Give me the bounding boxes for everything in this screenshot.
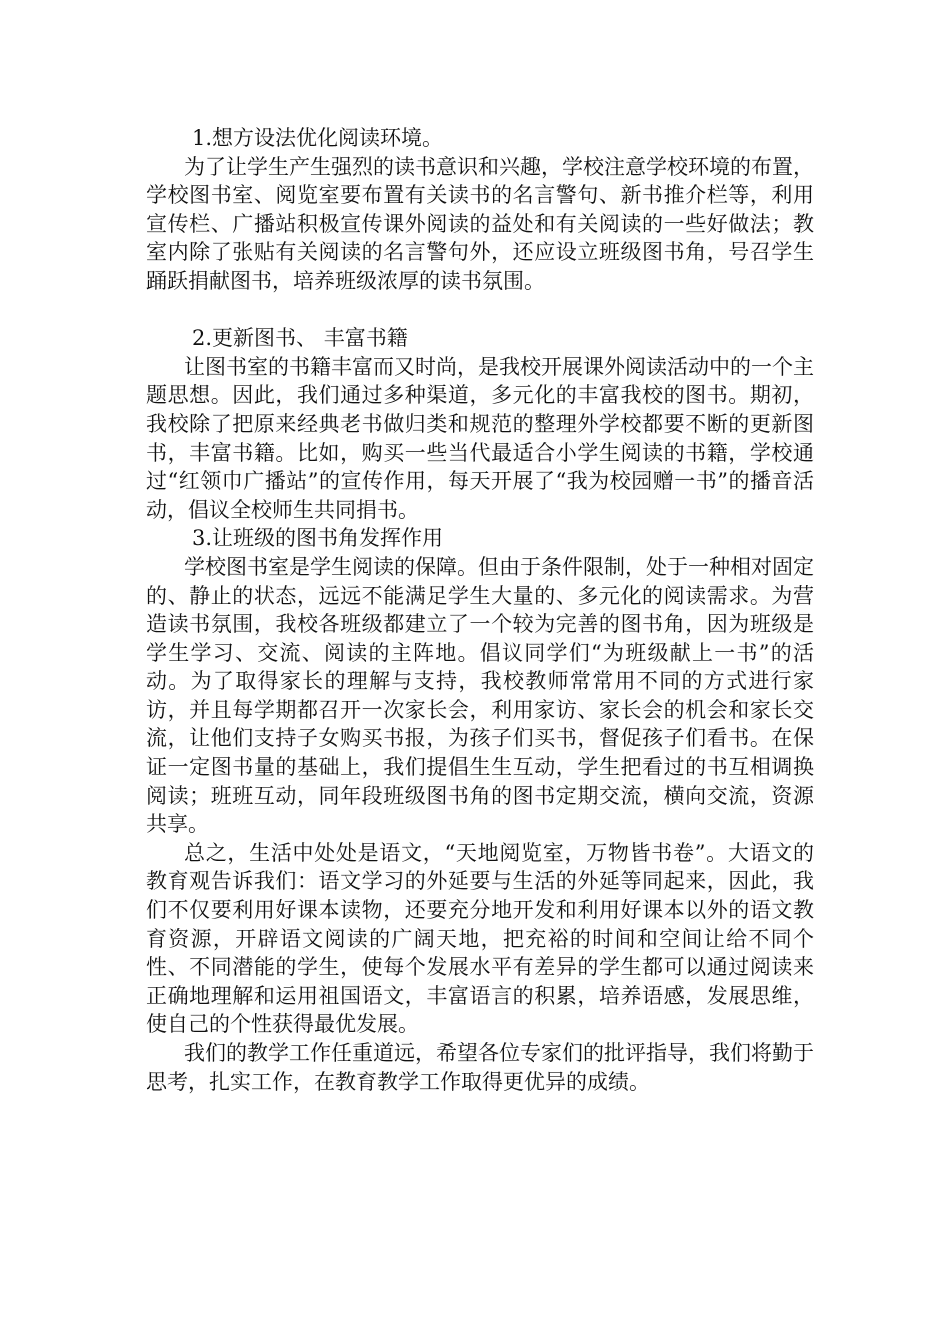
document-body <box>146 124 814 1096</box>
section-2-paragraph: 让图书室的书籍丰富而又时尚，是我校开展课外阅读活动中的一个主题思想。因此，我们通过多种渠道，多元化的丰富我校的图书。期初，我校除了把原来经典老书做归类和规范的整理外学校都要不断的更新图书，丰富书籍。比如，购买一些当代最适合小学生阅读的书籍，学校通过“红领巾广播站”的宣传作用，每天开展了“我为校园赠一书”的播音活动，倡议全校师生共同捐书。 <box>146 354 814 522</box>
closing-paragraph: 我们的教学工作任重道远，希望各位专家们的批评指导，我们将勤于思考，扎实工作，在教育教学工作取得更优异的成绩。 <box>146 1041 814 1094</box>
section-3-heading: 3.让班级的图书角发挥作用 <box>192 526 444 551</box>
section-3-paragraph: 学校图书室是学生阅读的保障。但由于条件限制，处于一种相对固定的、静止的状态，远远不能满足学生大量的、多元化的阅读需求。为营造读书氛围，我校各班级都建立了一个较为完善的图书角，因为班级是学生学习、交流、阅读的主阵地。倡议同学们“为班级献上一书”的活动。为了取得家长的理解与支持，我校教师常常用不同的方式进行家访，并且每学期都召开一次家长会，利用家访、家长会的机会和家长交流，让他们支持子女购买书报，为孩子们买书，督促孩子们看书。在保证一定图书量的基础上，我们提倡生生互动，学生把看过的书互相调换阅读；班班互动，同年段班级图书角的图书定期交流，横向交流，资源共享。 <box>146 554 814 837</box>
conclusion-paragraph: 总之，生活中处处是语文，“天地阅览室，万物皆书卷”。大语文的教育观告诉我们：语文学习的外延要与生活的外延等同起来，因此，我们不仅要利用好课本读物，还要充分地开发和利用好课本以外的语文教育资源，开辟语文阅读的广阔天地，把充裕的时间和空间让给不同个性、不同潜能的学生，使每个发展水平有差异的学生都可以通过阅读来正确地理解和运用祖国语文，丰富语言的积累，培养语感，发展思维，使自己的个性获得最优发展。 <box>146 840 814 1037</box>
section-1-heading: 1.想方设法优化阅读环境。 <box>192 126 444 150</box>
section-2-heading: 2.更新图书、 丰富书籍 <box>192 326 408 351</box>
blank-line <box>146 296 814 325</box>
section-1-paragraph: 为了让学生产生强烈的读书意识和兴趣，学校注意学校环境的布置，学校图书室、阅览室要布置有关读书的名言警句、新书推介栏等，利用宣传栏、广播站积极宣传课外阅读的益处和有关阅读的一些好做法；教室内除了张贴有关阅读的名言警句外，还应设立班级图书角，号召学生踊跃捐献图书，培养班级浓厚的读书氛围。 <box>146 154 814 293</box>
